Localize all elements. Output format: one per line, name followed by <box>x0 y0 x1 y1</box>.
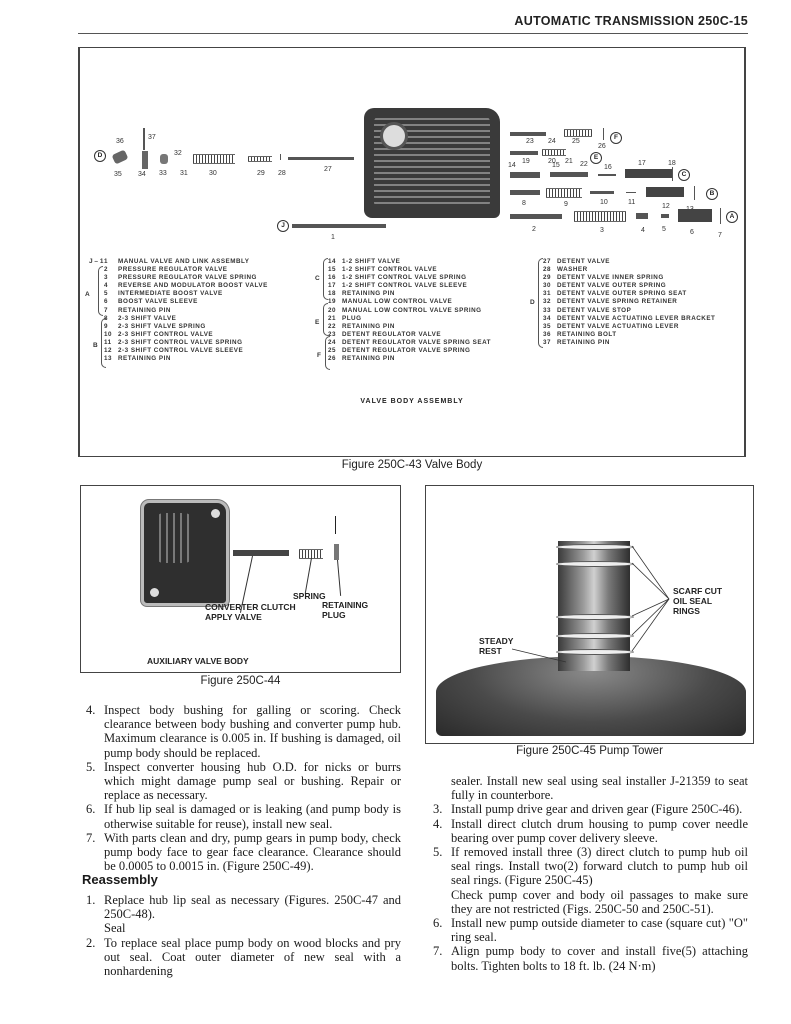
sleeve-part <box>678 209 712 222</box>
legend-item: 12 2-3 SHIFT CONTROL VALVE SLEEVE <box>104 347 244 355</box>
part-label: 21 <box>565 158 573 165</box>
callout-f: F <box>610 132 622 144</box>
valve-part <box>510 214 562 219</box>
part-label: 35 <box>114 171 122 178</box>
step-item: 4. Inspect body bushing for galling or scoring. Check clearance between body bushing and converter pump hub. Maximum clearance is 0.005 in. If bushing is damaged, oil pump body should be replaced. <box>86 703 401 760</box>
lever-part <box>112 150 129 165</box>
legend-item: 23 DETENT REGULATOR VALVE <box>328 330 442 338</box>
part-label: 32 <box>174 150 182 157</box>
spring-part <box>193 154 235 164</box>
legend-item: 36 RETAINING BOLT <box>543 330 617 338</box>
plug-part <box>334 544 339 560</box>
part-label: 15 <box>552 162 560 169</box>
legend-item: 31 DETENT VALVE OUTER SPRING SEAT <box>543 290 687 298</box>
legend-item: 2 PRESSURE REGULATOR VALVE <box>104 266 228 274</box>
stop-part <box>160 154 168 164</box>
valve-body-casting <box>364 108 500 218</box>
part-label: 14 <box>508 162 516 169</box>
group-label-b: B <box>93 342 98 349</box>
sleeve-part <box>625 169 673 178</box>
step-item: 1. Replace hub lip seal as necessary (Figures. 250C-47 and 250C-48). <box>86 893 401 922</box>
valve-part <box>636 213 648 219</box>
legend-item: 25 DETENT REGULATOR VALVE SPRING <box>328 347 471 355</box>
scarf-cut-oil-seal-rings-label: SCARF CUT OIL SEAL RINGS <box>673 586 723 616</box>
callout-c: C <box>678 169 690 181</box>
spring-part <box>564 129 592 137</box>
valve-part <box>510 132 546 136</box>
legend-item: 3 PRESSURE REGULATOR VALVE SPRING <box>104 274 257 282</box>
part-label: 11 <box>628 199 636 206</box>
part-label: 22 <box>580 161 588 168</box>
retaining-plug-label: RETAINING PLUG <box>322 600 369 620</box>
part-label: 18 <box>668 160 676 167</box>
part-label: 33 <box>159 170 167 177</box>
step-note: Seal <box>104 921 126 936</box>
assembly-title: VALVE BODY ASSEMBLY <box>360 398 464 405</box>
pin-part <box>720 208 721 224</box>
part-label: 37 <box>148 134 156 141</box>
legend-item: 1 MANUAL VALVE AND LINK ASSEMBLY <box>104 258 250 265</box>
step-item: 3. Install pump drive gear and driven gear (Figure 250C-46). <box>433 802 743 817</box>
part-label: 8 <box>522 200 526 207</box>
valve-part <box>590 191 614 194</box>
section-heading-reassembly: Reassembly <box>82 872 158 887</box>
valve-part <box>661 214 669 218</box>
legend-item: 22 RETAINING PIN <box>328 322 395 330</box>
callout-b: B <box>706 188 718 200</box>
spring-part <box>626 192 636 193</box>
figure-auxiliary-valve-body <box>80 485 401 673</box>
steady-rest-label: STEADY REST <box>479 636 514 656</box>
legend-item: 26 RETAINING PIN <box>328 355 395 363</box>
reassembly-steps-continued <box>431 774 748 973</box>
part-label: 30 <box>209 170 217 177</box>
part-label: 28 <box>278 170 286 177</box>
converter-clutch-apply-valve-label: CONVERTER CLUTCH APPLY VALVE <box>205 602 296 622</box>
part-label: 4 <box>641 227 645 234</box>
manual-valve-part <box>292 224 386 228</box>
part-label: 12 <box>662 203 670 210</box>
spring-part <box>542 149 566 156</box>
part-label: 27 <box>324 166 332 173</box>
step-item: 4. Install direct clutch drum housing to pump cover needle bearing over pump cover delivery sleeve. <box>433 816 748 845</box>
step-item: 6. If hub lip seal is damaged or is leaking (and pump body is otherwise suitable for reuse), install new seal. <box>86 802 401 831</box>
part-label: 23 <box>526 138 534 145</box>
step-item: 2. To replace seal place pump body on wood blocks and pry out seal. Coat outer diameter of new seal with a nonhardening <box>86 935 401 979</box>
spring-part <box>574 211 626 222</box>
pin-part <box>694 186 695 200</box>
valve-part <box>510 190 540 195</box>
step-continuation: sealer. Install new seal using seal installer J-21359 to seat fully in counterbore. <box>451 774 748 803</box>
legend-item: 10 2-3 SHIFT CONTROL VALVE <box>104 330 214 338</box>
step-note: Check pump cover and body oil passages to make sure they are not restricted (Figs. 250C-50 and 250C-51). <box>451 887 748 916</box>
legend-column-3 <box>543 258 715 347</box>
legend-item: 27 DETENT VALVE <box>543 258 610 265</box>
valve-part <box>550 172 588 177</box>
legend-item: 32 DETENT VALVE SPRING RETAINER <box>543 298 678 306</box>
callout-j: J <box>277 220 289 232</box>
spring-label: SPRING <box>293 591 326 601</box>
callout-e: E <box>590 152 602 164</box>
legend-item: 5 INTERMEDIATE BOOST VALVE <box>104 290 223 298</box>
step-item: 7. With parts clean and dry, pump gears in pump body, check pump body face to gear face clearance. Clearance should be 0.0005 to 0.0015 in. (Figure 250C-49). <box>86 830 401 874</box>
brace <box>98 266 103 316</box>
legend-item: 34 DETENT VALVE ACTUATING LEVER BRACKET <box>543 314 716 322</box>
legend-item: 13 RETAINING PIN <box>104 355 171 363</box>
pin-part <box>603 128 604 140</box>
group-label-e: E <box>315 319 320 326</box>
exploded-parts-illustration <box>80 48 744 248</box>
legend-item: 8 2-3 SHIFT VALVE <box>104 314 177 322</box>
legend-item: 21 PLUG <box>328 314 362 322</box>
page-header-title: AUTOMATIC TRANSMISSION 250C-15 <box>514 14 748 28</box>
group-label-c: C <box>315 275 320 282</box>
valve-part <box>510 151 538 155</box>
part-label: 16 <box>604 164 612 171</box>
step-item: 6. Install new pump outside diameter to case (square cut) "O" ring seal. <box>433 916 748 945</box>
part-label: 20 <box>548 158 556 165</box>
part-label: 29 <box>257 170 265 177</box>
step-item: 5. Inspect converter housing hub O.D. for nicks or burrs which might damage pump seal or bushing. Repair or replace as necessary. <box>86 759 401 803</box>
auxiliary-valve-body-title: AUXILIARY VALVE BODY <box>147 656 249 666</box>
legend-item: 16 1-2 SHIFT CONTROL VALVE SPRING <box>328 274 467 282</box>
group-label-d: D <box>530 299 535 306</box>
part-label: 3 <box>600 227 604 234</box>
header-rule <box>78 33 748 34</box>
legend-item: 18 RETAINING PIN <box>328 290 395 298</box>
group-label-j: J – 1 <box>89 258 104 265</box>
legend-item: 4 REVERSE AND MODULATOR BOOST VALVE <box>104 282 268 290</box>
spring-part <box>546 188 582 198</box>
part-label: 26 <box>598 143 606 150</box>
legend-item: 7 RETAINING PIN <box>104 306 171 314</box>
legend-column-2 <box>328 258 491 363</box>
legend-item: 9 2-3 SHIFT VALVE SPRING <box>104 322 206 330</box>
leader-line <box>305 558 312 594</box>
spring-part <box>598 174 616 176</box>
legend-item: 28 WASHER <box>543 266 588 274</box>
pin-part <box>143 128 145 150</box>
legend-item: 30 DETENT VALVE OUTER SPRING <box>543 282 667 290</box>
group-label-f: F <box>317 352 321 359</box>
legend-item: 20 MANUAL LOW CONTROL VALVE SPRING <box>328 306 482 314</box>
legend-item: 19 MANUAL LOW CONTROL VALVE <box>328 298 453 306</box>
part-label: 2 <box>532 226 536 233</box>
legend-item: 17 1-2 SHIFT CONTROL VALVE SLEEVE <box>328 282 468 290</box>
legend-item: 11 2-3 SHIFT CONTROL VALVE SPRING <box>104 338 243 346</box>
part-label: 31 <box>180 170 188 177</box>
part-label: 10 <box>600 199 608 206</box>
legend-item: 37 RETAINING PIN <box>543 338 610 346</box>
washer-part <box>280 154 281 160</box>
detent-valve-part <box>288 157 354 160</box>
figure-valve-body <box>78 47 746 457</box>
callout-d: D <box>94 150 106 162</box>
converter-clutch-valve-part <box>233 550 289 556</box>
legend-item: 15 1-2 SHIFT CONTROL VALVE <box>328 266 438 274</box>
group-label-a: A <box>85 291 90 298</box>
part-label: 19 <box>522 158 530 165</box>
legend-item: 6 BOOST VALVE SLEEVE <box>104 298 198 306</box>
step-item: 5. If removed install three (3) direct clutch to pump hub oil seal rings. Install two(2) forward clutch to pump hub oil seal rings. (Figure 250C-45) <box>433 845 748 888</box>
legend-item: 29 DETENT VALVE INNER SPRING <box>543 274 664 282</box>
legend-item: 14 1-2 SHIFT VALVE <box>328 258 401 265</box>
spring-part <box>248 156 272 162</box>
legend-column-1 <box>104 258 268 363</box>
pin-part <box>672 167 673 181</box>
figure-pump-tower <box>425 485 754 744</box>
part-label: 17 <box>638 160 646 167</box>
callout-a: A <box>726 211 738 223</box>
leader-line <box>337 560 341 596</box>
legend-item: 33 DETENT VALVE STOP <box>543 306 632 314</box>
part-label: 34 <box>138 171 146 178</box>
part-label: 25 <box>572 138 580 145</box>
part-label: 24 <box>548 138 556 145</box>
bracket-part <box>142 151 148 169</box>
figure-caption: Figure 250C-44 <box>200 675 281 687</box>
legend-item: 24 DETENT REGULATOR VALVE SPRING SEAT <box>328 338 492 346</box>
part-label: 7 <box>718 232 722 239</box>
figure-caption: Figure 250C-45 Pump Tower <box>516 745 663 757</box>
sleeve-part <box>646 187 684 197</box>
auxiliary-valve-body-plate <box>141 500 229 606</box>
part-label: 36 <box>116 138 124 145</box>
step-item: 7. Align pump body to cover and install five(5) attaching bolts. Tighten bolts to 18 ft. lb. (24 N·m) <box>433 944 748 973</box>
legend-item: 35 DETENT VALVE ACTUATING LEVER <box>543 322 679 330</box>
figure-caption: Figure 250C-43 Valve Body <box>341 459 483 471</box>
part-label: 9 <box>564 201 568 208</box>
part-label: 6 <box>690 229 694 236</box>
part-label: 5 <box>662 226 666 233</box>
inspection-steps <box>84 703 401 873</box>
part-label: 1 <box>331 234 335 241</box>
reassembly-steps <box>84 893 401 978</box>
pin-part <box>335 516 336 534</box>
valve-part <box>510 172 540 178</box>
